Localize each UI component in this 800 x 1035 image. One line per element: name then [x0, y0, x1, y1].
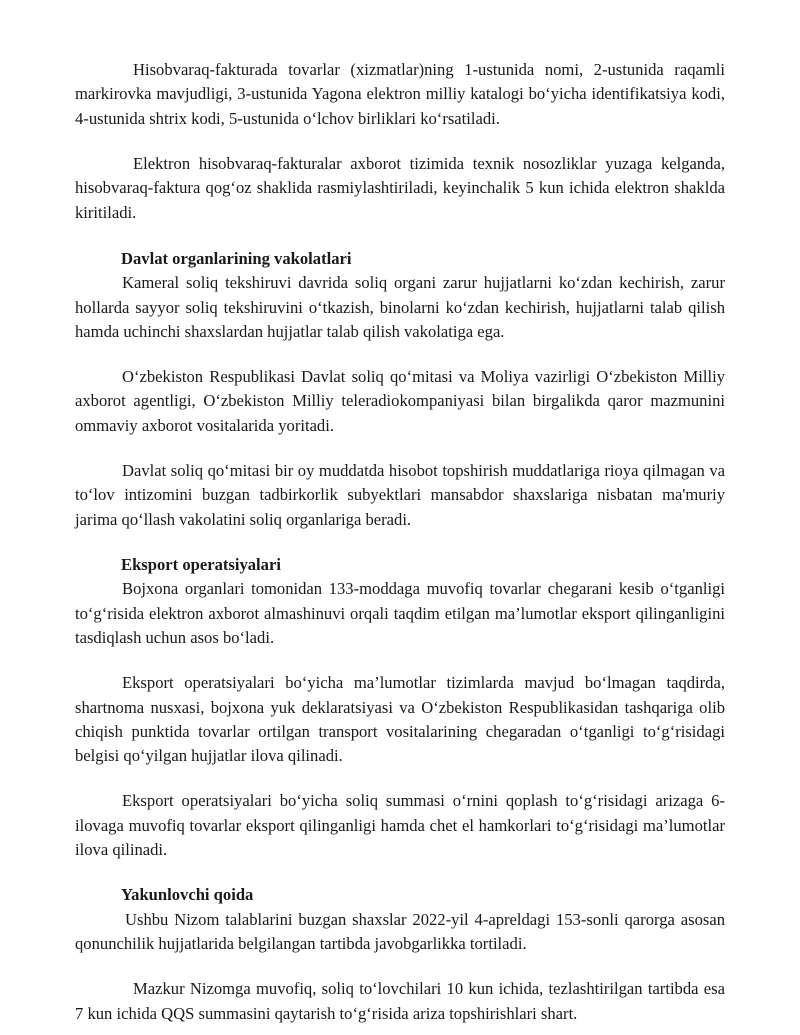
section-heading-final-provision: Yakunlovchi qoida	[121, 885, 254, 905]
paragraph-invoice-columns: Hisobvaraq-fakturada tovarlar (xizmatlar)ning 1-ustunida nomi, 2-ustunida raqamli markirovka mavjudligi, 3-ustunida Yagona elektron milliy katalogi bo‘yicha identifikatsiya kodi, 4-ustunida shtrix kodi, 5-ustunida o‘lchov birliklari ko‘rsatiladi.	[75, 60, 725, 128]
paragraph-state-tax-committee-media: O‘zbekiston Respublikasi Davlat soliq qo‘mitasi va Moliya vazirligi O‘zbekiston Milliy axborot agentligi, O‘zbekiston Milliy teleradiokompaniyasi bilan birgalikda qaror mazmunini ommaviy axborot vositalarida yoritadi.	[75, 367, 725, 435]
paragraph-customs-authorities: Bojxona organlari tomonidan 133-moddaga muvofiq tovarlar chegarani kesib o‘tganligi to‘g‘risida elektron axborot almashinuvi orqali taqdim etilgan ma’lumotlar eksport qilinganligini tasdiqlash uchun asos bo‘ladi.	[75, 579, 725, 648]
document-page	[75, 58, 725, 1026]
paragraph-liability: Ushbu Nizom talablarini buzgan shaxslar 2022-yil 4-apreldagi 153-sonli qarorga asosan qonunchilik hujjatlarida belgilangan tartibda javobgarlikka tortiladi.	[75, 909, 725, 954]
paragraph-technical-failures: Elektron hisobvaraq-fakturalar axborot tizimida texnik nosozliklar yuzaga kelganda, hisobvaraq-faktura qog‘oz shaklida rasmiylashtiriladi, keyinchalik 5 kun ichida elektron shaklda kiritiladi.	[75, 153, 725, 222]
section-heading-export-operations: Eksport operatsiyalari	[121, 555, 281, 574]
section-heading-state-authorities: Davlat organlarining vakolatlari	[121, 248, 352, 268]
paragraph-desk-audit: Kameral soliq tekshiruvi davrida soliq organi zarur hujjatlarni ko‘zdan kechirish, zarur hollarda sayyor soliq tekshiruvini o‘tkazish, binolarni ko‘zdan kechirish, hujjatlarni talab qilish hamda uchinchi shaxslardan hujjatlar talab qilish vakolatiga ega.	[75, 273, 725, 342]
paragraph-export-refund-application: Eksport operatsiyalari bo‘yicha soliq summasi o‘rnini qoplash to‘g‘risidagi arizaga 6-ilovaga muvofiq tovarlar eksport qilinganligi hamda chet el hamkorlari to‘g‘risidagi ma’lumotlar ilova qilinadi.	[75, 791, 725, 860]
paragraph-vat-refund-deadline: Mazkur Nizomga muvofiq, soliq to‘lovchilari 10 kun ichida, tezlashtirilgan tartibda esa 7 kun ichida QQS summasini qaytarish to‘g‘risida ariza topshirishlari shart.	[75, 979, 725, 1023]
paragraph-administrative-fines: Davlat soliq qo‘mitasi bir oy muddatda hisobot topshirish muddatlariga rioya qilmagan va to‘lov intizomini buzgan tadbirkorlik subyektlari mansabdor shaxslariga nisbatan ma'muriy jarima qo‘llash vakolatini soliq organlariga beradi.	[75, 460, 725, 529]
paragraph-missing-export-data: Eksport operatsiyalari bo‘yicha ma’lumotlar tizimlarda mavjud bo‘lmagan taqdirda, shartnoma nusxasi, bojxona yuk deklaratsiyasi va O‘zbekiston Respublikasidan tashqariga olib chiqish punktida tovarlar ortilgan transport vositalarining chegaradan o‘tganligi to‘g‘risidagi belgisi qo‘yilgan hujjatlar ilova qilinadi.	[75, 673, 725, 766]
